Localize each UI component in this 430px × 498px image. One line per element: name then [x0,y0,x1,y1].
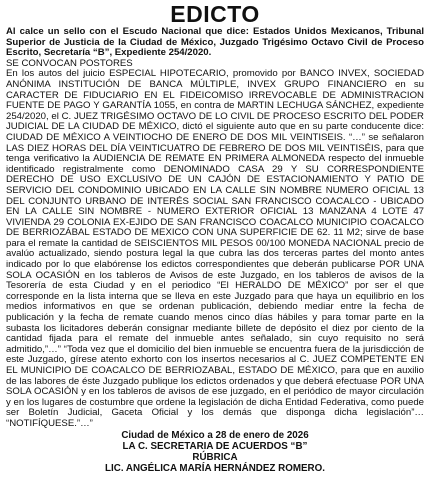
signature-block [6,430,424,474]
date-line: Ciudad de México a 28 de enero de 2026 [121,429,309,441]
edict-title: EDICTO [170,1,260,27]
seal-header: Al calce un sello con el Escudo Nacional que dice: Estados Unidos Mexicanos, Tribunal Superior de Justicia de la Ciudad de México, Juzgado Trigésimo Octavo Civil de Proceso Escrito, Secretaría “B”, Expediente 254/2020. [6,26,424,59]
signer-name: LIC. ANGÉLICA MARÍA HERNÁNDEZ ROMERO. [105,462,325,474]
secretary-office: LA C. SECRETARIA DE ACUERDOS “B” [122,440,308,452]
convocation-line: SE CONVOCAN POSTORES [6,57,133,69]
edict-body: En los autos del juicio ESPECIAL HIPOTECARIO, promovido por BANCO INVEX, SOCIEDAD ANÓNIMA INSTITUCIÓN DE BANCA MÚLTIPLE, INVEX GRUPO FINANCIERO en su CARACTER DE FIDUCIARIO EN EL FIDEICOMISO IRREVOCABLE DE ADMINISTRACION FUENTE DE PAGO Y GARANTÍA 1055, en contra de MARTIN LECHUGA SÁNCHEZ, expediente 254/2020, el C. JUEZ TRIGÉSIMO OCTAVO DE LO CIVIL DE PROCESO ESCRITO DEL PODER JUDICIAL DE LA CIUDAD DE MÉXICO, dictó el siguiente auto que en su parte conducente dice: CIUDAD DE MÉXICO A VEINTIOCHO DE ENERO DE DOS MIL VEINTISEIS. “…” se señalaron LAS DIEZ HORAS DEL DÍA VEINTICUATRO DE FEBRERO DE DOS MIL VEINTISÉIS, para que tenga verificativo la AUDIENCIA DE REMATE EN PRIMERA ALMONEDA respecto del inmueble identificado registralmente como DENOMINADO CASA 29 Y SU CORRESPONDIENTE DERECHO DE USO EXCLUSIVO DE UN CAJÓN DE ESTACIONAMIENTO Y PATIO DE SERVICIO DEL CONDOMINIO UBICADO EN LA CALLE SIN NOMBRE NUMERO OFICIAL 13 DEL CONJUNTO URBANO DE INTERÉS SOCIAL SAN FRANCISCO COACALCO - UBICADO EN LA CALLE SIN NOMBRE - NUMERO EXTERIOR OFICIAL 13 MANZANA 4 LOTE 47 VIVIENDA 29 COLONIA EX-EJIDO DE SAN FRANCISCO COACALCO MUNICIPIO COACALCO DE BERRIOZÁBAL ESTADO DE MEXICO CON UNA SUPERFICIE DE 62. 11 M2; sirve de base para el remate la cantidad de SEISCIENTOS MIL PESOS 00/100 MONEDA NACIONAL precio de avalúo actualizado, siendo postura legal la que cubra las dos terceras partes del monto antes indicado por lo que elabórense los edictos correspondientes que deberán publicarse POR UNA SOLA OCASIÓN en los tableros de Avisos de este Juzgado, en los tableros de avisos de la Tesorería de esta Ciudad y en el periodico “El HERALDO DE MÉXICO” por ser el que corresponde en la lista interna que se lleva en este Juzgado para que haya un equilibrio en los medios informativos en que se ordenan publicación, debiendo mediar entre la fecha de publicación y la fecha de remate cuando menos cinco días hábiles y para tomar parte en la subasta los licitadores deberán consignar mediante billete de depósito el diez por ciento de la cantidad fijada para el remate del inmueble antes señalado, sin cuyo requisito no será admitido,”…” “Toda vez que el domicilio del bien inmueble se encuentra fuera de la jurisdicción de este Juzgado, gírese atento exhorto con los insertos necesarios al C. JUEZ COMPETENTE EN EL MUNICIPIO DE COACALCO DE BERRIOZABAL, ESTADO DE MÉXICO, para que en auxilio de las labores de éste Juzgado publique los edictos ordenados y que deberá efectuase POR UNA SOLA OCASIÓN y en los tableros de avisos de ese juzgado, en el periódico de mayor circulación y en los lugares de costumbre que ordene la legislación de dicha Entidad Federativa, como puede ser Boletín Judicial, Gaceta Oficial y los demás que disponga dicha legislación”… “NOTIFÍQUESE.”…” [6,68,424,429]
signature-label: RÚBRICA [192,451,238,463]
